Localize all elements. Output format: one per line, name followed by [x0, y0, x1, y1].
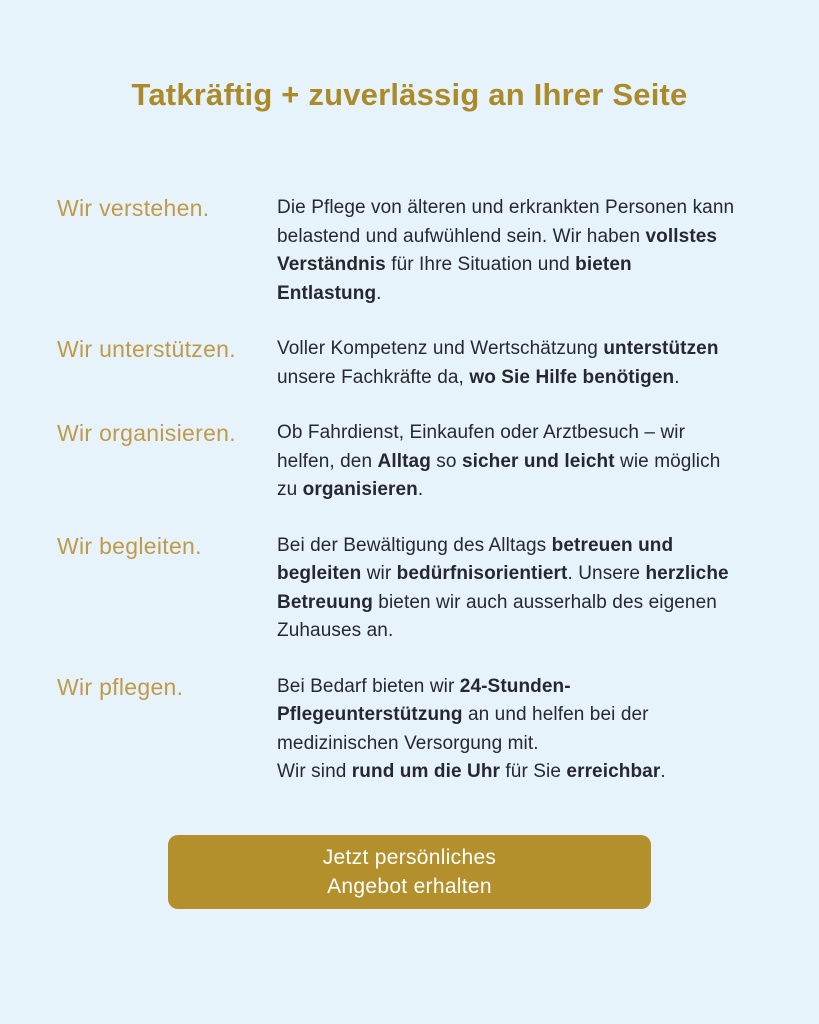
cta-container — [0, 835, 819, 909]
page-title: Tatkräftig + zuverlässig an Ihrer Seite — [131, 77, 688, 112]
service-label: Wir organisieren. — [57, 420, 236, 446]
service-row-pflegen — [0, 673, 819, 787]
service-label: Wir verstehen. — [57, 195, 210, 221]
service-label: Wir unterstützen. — [57, 336, 236, 362]
service-description: Voller Kompetenz und Wertschätzung unterstützen unsere Fachkräfte da, wo Sie Hilfe benötigen. — [277, 338, 719, 388]
service-row-organisieren — [0, 419, 819, 505]
service-description: Ob Fahrdienst, Einkaufen oder Arztbesuch – wir helfen, den Alltag so sicher und leicht wie möglich zu organisieren. — [277, 422, 721, 500]
service-label: Wir pflegen. — [57, 673, 184, 700]
service-description: Bei Bedarf bieten wir 24-Stunden-Pflegeunterstützung an und helfen bei der medizinischen Versorgung mit. Wir sind rund um die Uhr für Sie erreichbar. — [277, 675, 666, 782]
cta-line-2: Angebot erhalten — [327, 874, 492, 898]
service-row-verstehen — [0, 194, 819, 308]
service-description: Die Pflege von älteren und erkrankten Personen kann belastend und aufwühlend sein. Wir haben vollstes Verständnis für Ihre Situation und bieten Entlastung. — [277, 197, 735, 304]
cta-line-1: Jetzt persönliches — [322, 845, 497, 869]
service-row-unterstuetzen — [0, 335, 819, 392]
cta-button[interactable] — [168, 835, 651, 909]
service-description: Bei der Bewältigung des Alltags betreuen und begleiten wir bedürfnisorientiert. Unsere herzliche Betreuung bieten wir auch ausserhalb des eigenen Zuhauses an. — [277, 534, 729, 641]
service-row-begleiten — [0, 532, 819, 646]
service-label: Wir begleiten. — [57, 532, 202, 559]
service-list — [0, 194, 819, 787]
